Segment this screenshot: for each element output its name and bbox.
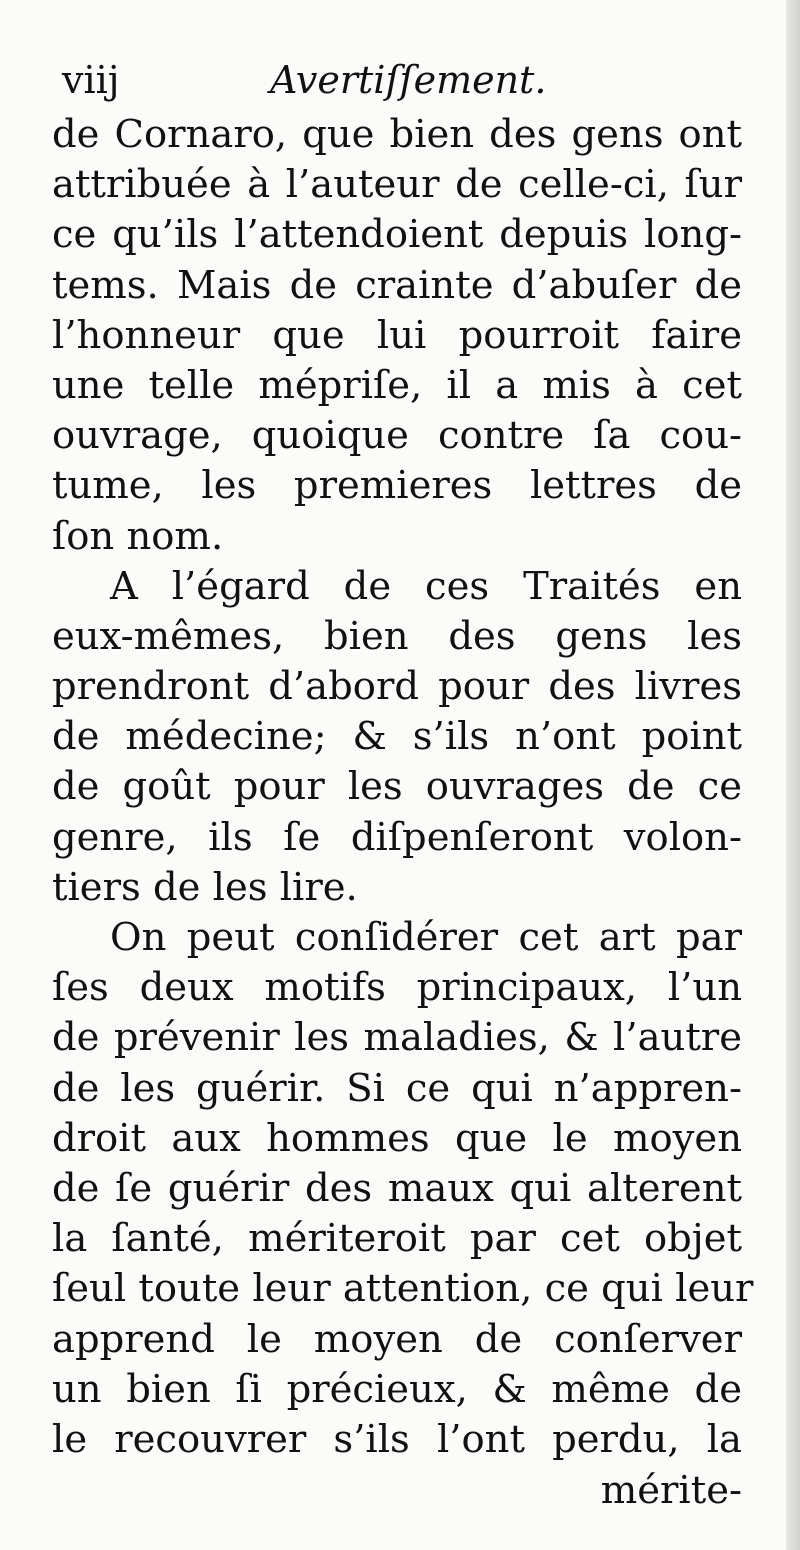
page-number: viij [62,58,120,102]
page-header [62,48,742,108]
text-line: de les guérir. Si ce qui n’appren- [52,1065,742,1111]
text-line: ſon nom. [52,513,224,559]
text-line: le recouvrer s’ils l’ont perdu, la [52,1416,742,1462]
text-line: de Cornaro, que bien des gens ont [52,112,742,157]
body-text [52,110,754,1465]
page-edge-shadow [786,0,800,1550]
catchword: mérite- [600,1468,742,1513]
text-line: tiers de les lire. [52,864,358,910]
text-line: de goût pour les ouvrages de ce [52,764,742,810]
text-line: de médecine; & s’ils n’ont point [52,714,742,760]
text-line: tems. Mais de crainte d’abuſer de [52,262,742,308]
text-line: l’honneur que lui pourroit faire [52,312,742,358]
text-line: droit aux hommes que le moyen [52,1115,742,1161]
text-line: On peut conſidérer cet art par [110,915,742,960]
text-line: ſes deux motifs principaux, l’un [52,965,742,1011]
text-line: attribuée à l’auteur de celle-ci, ſur [52,162,742,208]
text-line: la ſanté, mériteroit par cet objet [52,1216,742,1262]
text-line: ſeul toute leur attention, ce qui leur [52,1266,754,1312]
text-line: genre, ils ſe diſpenſeront volon- [52,814,742,860]
text-line: A l’égard de ces Traités en [110,563,742,609]
text-line: de prévenir les maladies, & l’autre [52,1015,742,1061]
text-line: tume, les premieres lettres de [52,463,742,509]
text-line: eux-mêmes, bien des gens les [52,613,742,659]
text-line: prendront d’abord pour des livres [52,664,742,710]
text-line: ce qu’ils l’attendoient depuis long- [52,212,742,258]
text-line: un bien ſi précieux, & même de [52,1366,742,1412]
text-line: ouvrage, quoique contre ſa cou- [52,413,742,459]
text-line: une telle mépriſe, il a mis à cet [52,362,742,408]
text-line: de ſe guérir des maux qui alterent [52,1165,742,1211]
text-line: apprend le moyen de conſerver [52,1316,742,1362]
running-title: Avertiſſement. [270,58,547,102]
